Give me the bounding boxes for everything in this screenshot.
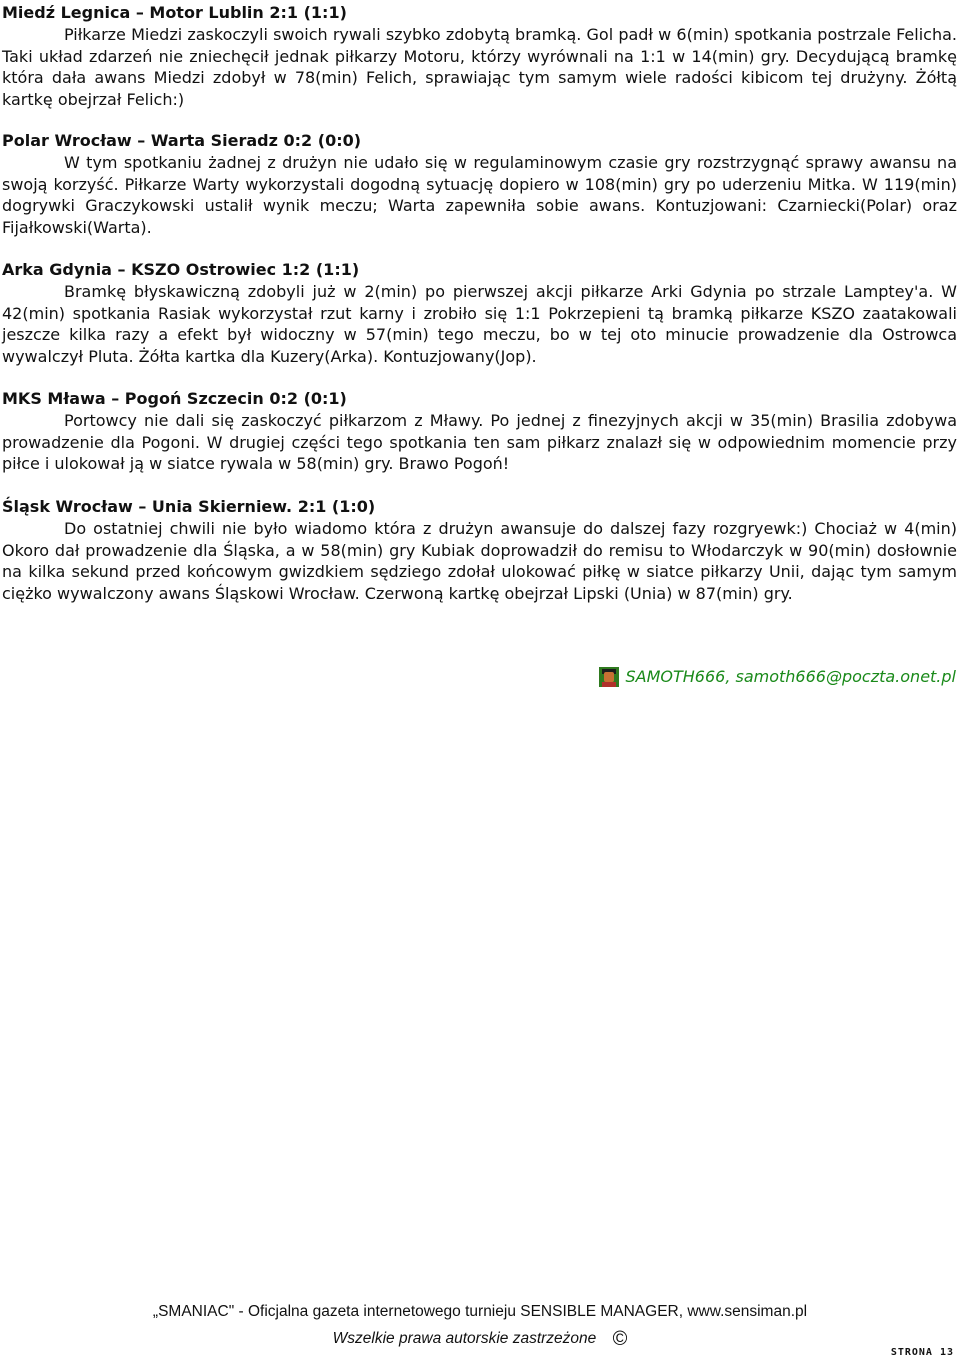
match-report (2, 496, 957, 604)
match-report (2, 2, 957, 110)
match-report (2, 130, 957, 238)
match-body: W tym spotkaniu żadnej z drużyn nie udało się w regulaminowym czasie gry rozstrzygnąć sprawy awansu na swoją korzyść. Piłkarze Warty wykorzystali dogodną sytuację dopiero w 108(min) gry po uderzeniu Mitka. W 119(min) dogrywki Graczykowski ustalił wynik meczu; Warta zapewniła sobie awans. Kontuzjowani: Czarniecki(Polar) oraz Fijałkowski(Warta). (2, 153, 957, 237)
footer-copyright-line (0, 1328, 960, 1351)
match-body: Piłkarze Miedzi zaskoczyli swoich rywali szybko zdobytą bramką. Gol padł w 6(min) spotkania postrzale Felicha. Taki układ zdarzeń nie zniechęcił jednak piłkarzy Motoru, którzy wyrównali na 1:1 w 14(min) gry. Decydującą bramkę która dała awans Miedzi zdobył w 78(min) Felich, sprawiając tym samym wiele radości kibicom tej drużyny. Żółtą kartkę obejrzał Felich:) (2, 25, 957, 109)
match-body: Bramkę błyskawiczną zdobyli już w 2(min) po pierwszej akcji piłkarze Arki Gdynia po strzale Lamptey'a. W 42(min) spotkania Rasiak wykorzystał rzut karny i zrobiło się 1:1 Pokrzepieni tą bramką piłkarze KSZO zaatakowali jeszcze kilka razy a efekt był widoczny w 57(min) tego meczu, bo w tej oto minucie prowadzenie dla Ostrowca wywalczył Pluta. Żółta kartka dla Kuzery(Arka). Kontuzjowany(Jop). (2, 282, 957, 366)
footer-copyright-text: Wszelkie prawa autorskie zastrzeżone (332, 1330, 597, 1347)
match-title: Śląsk Wrocław – Unia Skierniew. 2:1 (1:0) (2, 497, 376, 516)
match-report (2, 259, 957, 367)
copyright-icon: © (612, 1328, 628, 1350)
author-avatar-icon (599, 667, 619, 687)
footer-publication-line: „SMANIAC" - Oficjalna gazeta internetowego turnieju SENSIBLE MANAGER, www.sensiman.pl (152, 1303, 808, 1320)
match-body: Portowcy nie dali się zaskoczyć piłkarzom z Mławy. Po jednej z finezyjnych akcji w 35(min) Brasilia zdobywa prowadzenie dla Pogoni. W drugiej części tego spotkania ten sam piłkarz znalazł się w odpowiednim momencie przy piłce i ulokował ją w siatce rywala w 58(min) gry. Brawo Pogoń! (2, 411, 957, 473)
author-signature-text[interactable]: SAMOTH666, samoth666@poczta.onet.pl (625, 667, 956, 686)
match-body: Do ostatniej chwili nie było wiadomo która z drużyn awansuje do dalszej fazy rozgryewk:) Chociaż w 4(min) Okoro dał prowadzenie dla Śląska, a w 58(min) gry Kubiak doprowadził do remisu to Włodarczyk w 90(min) dosłownie na kilka sekund przed końcowym gwizdkiem sędziego zdołał ulokować piłkę w siatce piłkarzy Unii, dając tym samym ciężko wywalczony awans Śląskowi Wrocław. Czerwoną kartkę obejrzał Lipski (Unia) w 87(min) gry. (2, 519, 957, 603)
match-report (2, 388, 957, 475)
match-title: MKS Mława – Pogoń Szczecin 0:2 (0:1) (2, 389, 347, 408)
page-number: STRONA 13 (890, 1347, 954, 1358)
match-title: Arka Gdynia – KSZO Ostrowiec 1:2 (1:1) (2, 260, 360, 279)
match-title: Polar Wrocław – Warta Sieradz 0:2 (0:0) (2, 131, 362, 150)
match-title: Miedź Legnica – Motor Lublin 2:1 (1:1) (2, 3, 347, 22)
author-signature (599, 666, 956, 688)
